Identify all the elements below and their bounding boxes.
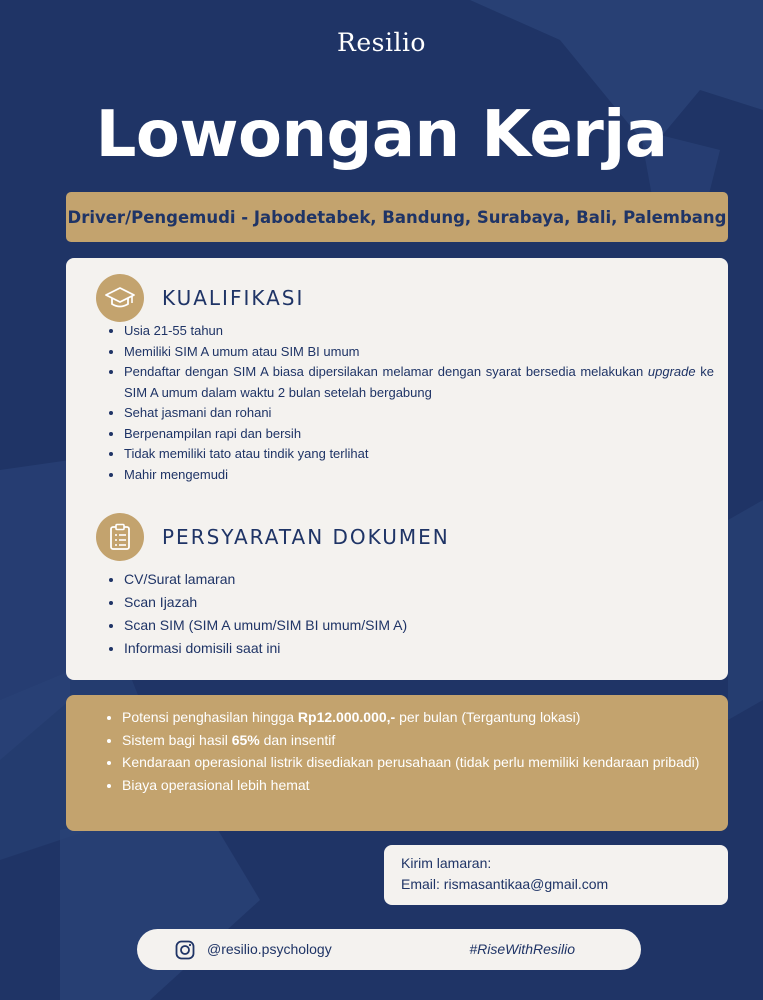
list-item: • Tidak memiliki tato atau tindik yang terlihat [124, 444, 714, 465]
hashtag: #RiseWithResilio [469, 941, 575, 957]
qualification-header [96, 274, 304, 322]
list-item: • Mahir mengemudi [124, 465, 714, 486]
income-amount: Rp12.000.000,- [297, 709, 396, 725]
list-item: • Berpenampilan rapi dan bersih [124, 424, 714, 445]
item-text: dan insentif [259, 731, 336, 748]
apply-card [384, 845, 728, 905]
apply-email-line [401, 876, 608, 892]
list-item: • Biaya operasional lebih hemat [122, 774, 718, 797]
clipboard-icon [96, 513, 144, 561]
list-item: • Scan Ijazah [124, 591, 714, 614]
qualification-title: KUALIFIKASI [162, 286, 305, 310]
item-text: Potensi penghasilan hingga [122, 709, 298, 725]
item-emphasis: upgrade [647, 364, 696, 379]
role-banner [66, 192, 728, 242]
instagram-icon[interactable] [175, 940, 195, 960]
item-text: per bulan (Tergantung lokasi) [395, 709, 581, 725]
list-item: • Memiliki SIM A umum atau SIM BI umum [124, 342, 714, 363]
list-item [124, 362, 714, 403]
documents-header [96, 513, 450, 561]
list-item: • CV/Surat lamaran [124, 568, 714, 591]
qualification-list [106, 321, 714, 485]
list-item [122, 706, 718, 729]
item-text: ke SIM A umum dalam waktu 2 bulan setelah bergabung [124, 364, 714, 400]
list-item: • Sehat jasmani dan rohani [124, 403, 714, 424]
instagram-handle[interactable]: @resilio.psychology [207, 941, 332, 957]
email-label: Email: [401, 876, 440, 892]
list-item: • Scan SIM (SIM A umum/SIM BI umum/SIM A) [124, 614, 714, 637]
list-item: • Informasi domisili saat ini [124, 637, 714, 660]
brand-logo: Resilio [337, 28, 426, 57]
requirements-card [66, 258, 728, 680]
item-text: Pendaftar dengan SIM A biasa dipersilakan melamar dengan syarat bersedia melakukan [124, 364, 648, 379]
email-link[interactable]: rismasantikaa@gmail.com [443, 876, 609, 892]
list-item [122, 729, 718, 752]
role-text: Driver/Pengemudi - Jabodetabek, Bandung, Surabaya, Bali, Palembang [67, 207, 727, 227]
page-title: Lowongan Kerja [95, 98, 668, 172]
benefits-card [66, 695, 728, 831]
list-item: • Usia 21-55 tahun [124, 321, 714, 342]
benefits-list [104, 706, 718, 796]
list-item: • Kendaraan operasional listrik disediakan perusahaan (tidak perlu memiliki kendaraan pribadi) [122, 751, 718, 774]
share-percent: 65% [231, 731, 260, 748]
documents-list [106, 568, 714, 660]
documents-title: PERSYARATAN DOKUMEN [162, 525, 450, 549]
apply-label: Kirim lamaran: [401, 855, 492, 871]
graduation-cap-icon [96, 274, 144, 322]
item-text: Sistem bagi hasil [122, 731, 232, 748]
footer-bar [137, 929, 641, 970]
